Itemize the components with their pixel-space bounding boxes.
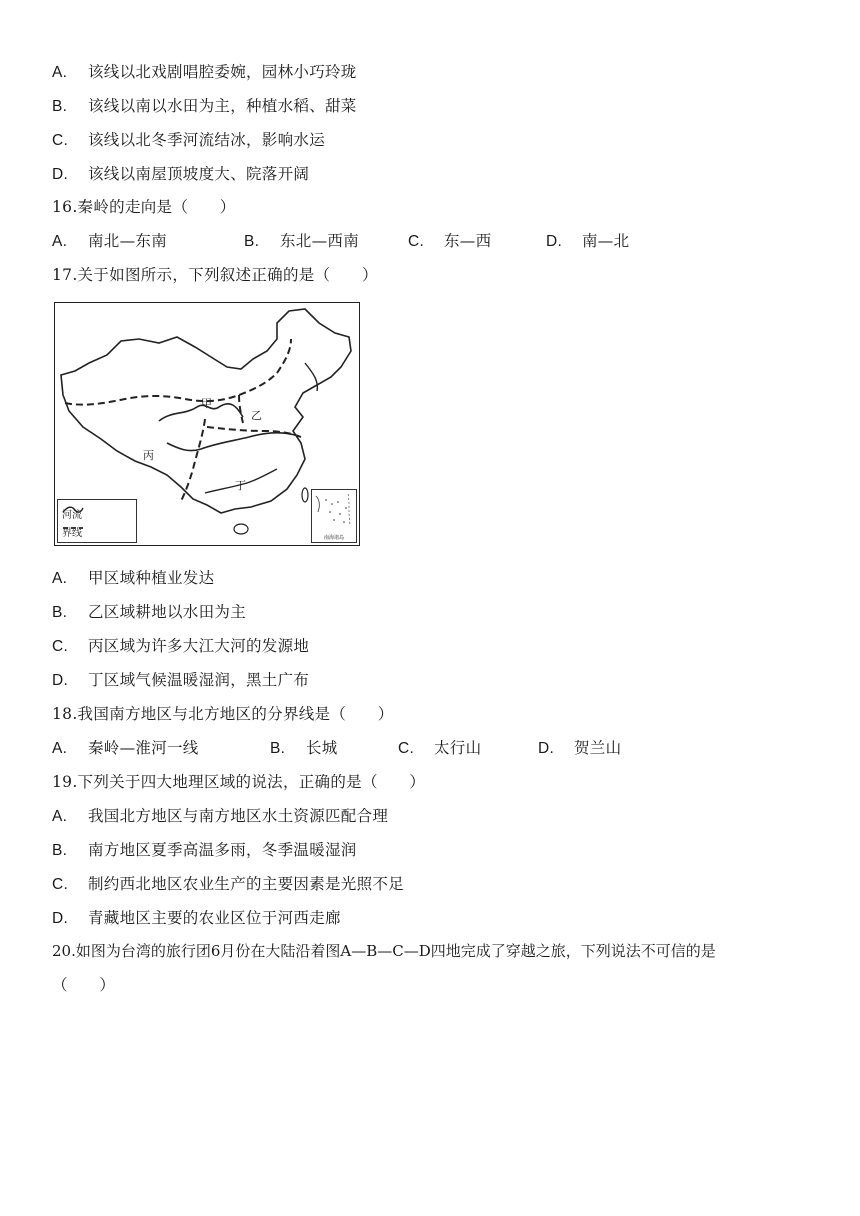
inset-caption: 南海诸岛 xyxy=(323,535,344,541)
region-label-jia: 甲 xyxy=(201,397,212,410)
q19-stem: 19.下列关于四大地理区域的说法，正确的是（ ） xyxy=(52,773,426,791)
q17-option-a: A. 甲区域种植业发达 xyxy=(52,569,215,587)
taiwan-island xyxy=(302,488,308,502)
map-legend xyxy=(57,499,137,543)
q17-stem: 17.关于如图所示，下列叙述正确的是（ ） xyxy=(52,266,378,284)
q15-option-d: D. 该线以南屋顶坡度大、院落开阔 xyxy=(52,165,310,183)
legend-boundary-row xyxy=(62,524,82,539)
northeast-river xyxy=(305,363,317,391)
region-label-bing: 丙 xyxy=(143,449,154,462)
q19-option-d: D. 青藏地区主要的农业区位于河西走廊 xyxy=(52,909,341,927)
q19-option-c: C. 制约西北地区农业生产的主要因素是光照不足 xyxy=(52,875,405,893)
q18-options xyxy=(52,736,812,756)
q18-option-b: B. 长城 xyxy=(270,739,338,757)
yangtze-river xyxy=(167,433,295,451)
q19-option-b: B. 南方地区夏季高温多雨，冬季温暖湿润 xyxy=(52,841,357,859)
q17-option-c: C. 丙区域为许多大江大河的发源地 xyxy=(52,637,310,655)
q16-option-a: A. 南北—东南 xyxy=(52,232,168,250)
q20-stem-line1: 20.如图为台湾的旅行团6月份在大陆沿着图A—B—C—D四地完成了穿越之旅，下列说法不可信的是 xyxy=(52,942,716,960)
region-label-ding: 丁 xyxy=(235,479,246,492)
q16-options xyxy=(52,229,812,249)
south-china-sea-inset xyxy=(311,489,357,543)
china-region-map xyxy=(54,302,360,546)
hainan-island xyxy=(234,524,248,534)
q15-option-b: B. 该线以南以水田为主，种植水稻、甜菜 xyxy=(52,97,357,115)
q16-option-c: C. 东—西 xyxy=(408,232,492,250)
boundary-north-west xyxy=(65,339,291,405)
q17-option-d: D. 丁区域气候温暖湿润，黑土广布 xyxy=(52,671,310,689)
region-label-yi: 乙 xyxy=(251,409,262,422)
q18-option-a: A. 秦岭—淮河一线 xyxy=(52,739,199,757)
q19-option-a: A. 我国北方地区与南方地区水土资源匹配合理 xyxy=(52,807,389,825)
legend-river-row xyxy=(62,506,82,521)
boundary-symbol-icon xyxy=(62,524,84,532)
q16-option-d: D. 南—北 xyxy=(546,232,630,250)
river-symbol-icon xyxy=(62,506,84,514)
legend-boundary-label: 界线 xyxy=(62,528,82,539)
boundary-qinghai-tibet-east xyxy=(181,419,205,501)
q20-stem-line2: （ ） xyxy=(52,976,116,994)
country-border xyxy=(61,309,351,513)
q18-option-d: D. 贺兰山 xyxy=(538,739,622,757)
q16-option-b: B. 东北—西南 xyxy=(244,232,360,250)
q16-stem: 16.秦岭的走向是（ ） xyxy=(52,198,236,216)
q17-option-b: B. 乙区域耕地以水田为主 xyxy=(52,603,247,621)
q18-stem: 18.我国南方地区与北方地区的分界线是（ ） xyxy=(52,705,394,723)
q15-option-a: A. 该线以北戏剧唱腔委婉，园林小巧玲珑 xyxy=(52,63,357,81)
legend-river-label: 河流 xyxy=(62,510,82,521)
q15-option-c: C. 该线以北冬季河流结冰，影响水运 xyxy=(52,131,326,149)
q18-option-c: C. 太行山 xyxy=(398,739,482,757)
boundary-north-east-link xyxy=(239,395,243,423)
south-sea-islands-svg xyxy=(312,490,354,530)
